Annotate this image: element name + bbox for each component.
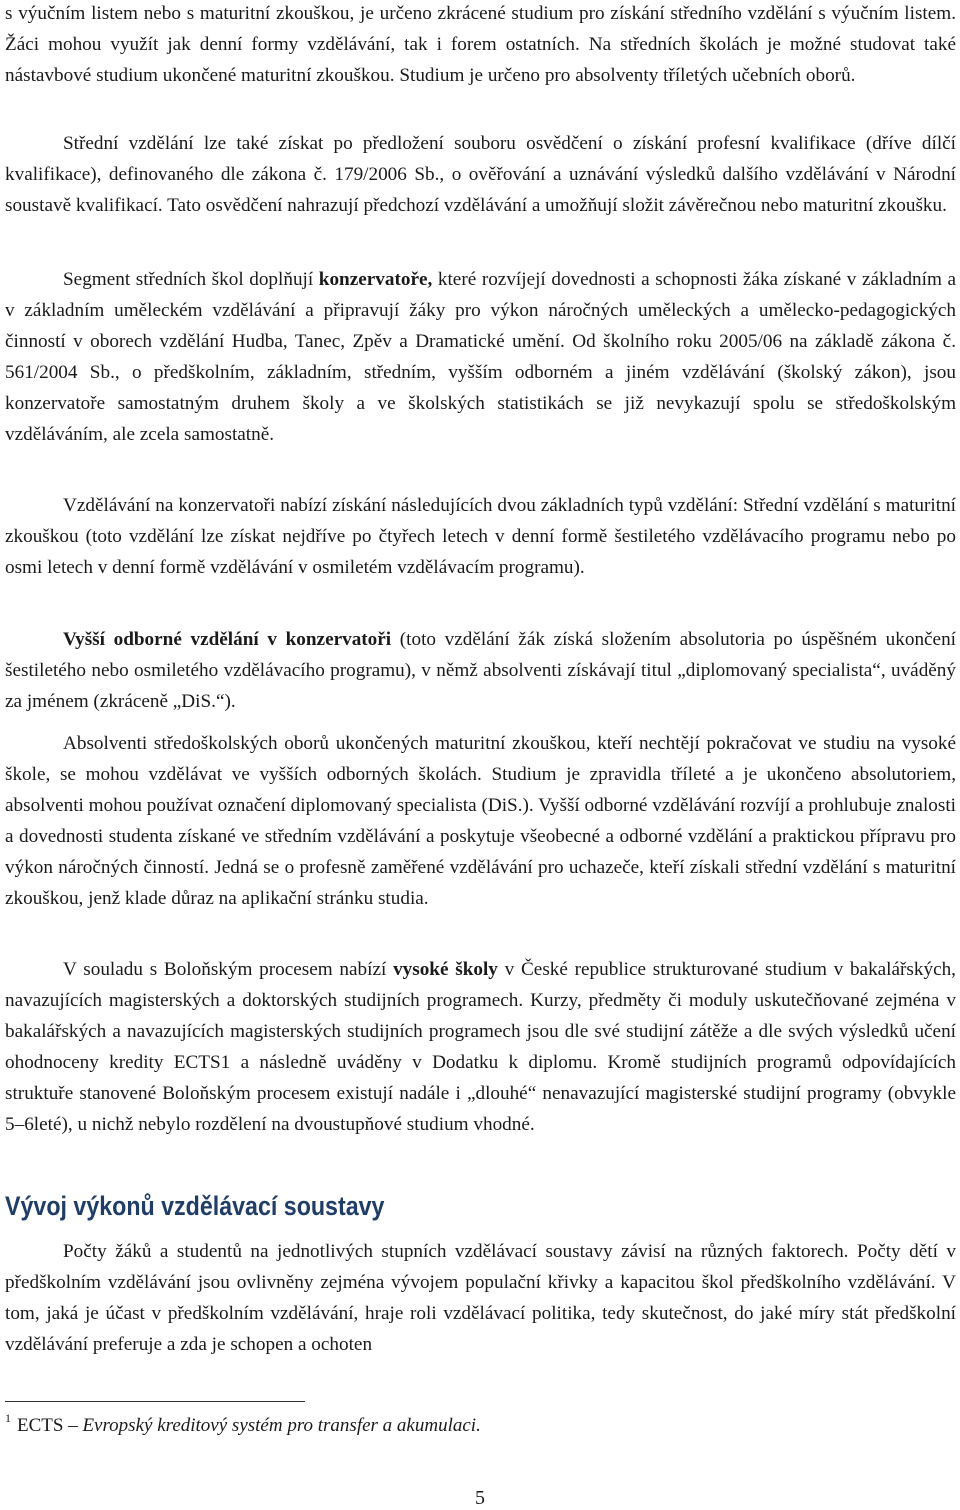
paragraph-conservatory-education: Vzdělávání na konzervatoři nabízí získání následujících dvou základních typů vzdělání: Střední vzdělání s maturitní zkouškou (toto vzdělání lze získat nejdříve po čtyřech letech v denní formě šestiletého vzdělávacího programu nebo po osmi letech v denní formě vzdělávání v osmiletém vzdělávacím programu). [5,495,956,578]
text-run: (toto vzdělání žák získá složením absolutoria po úspěšném ukončení šestiletého nebo osmiletého vzdělávacího programu), v němž absolventi získávají titul „diplomovaný specialista“, uváděný za jménem (zkráceně „DiS.“). [5,629,956,712]
text-run: v České republice strukturované studium v bakalářských, navazujících magisterských a doktorských studijních programech. Kurzy, předměty či moduly uskutečňované zejména v bakalářských a navazujících magisterských studijních programech jsou dle své studijní zátěže a dle svých výsledků učení ohodnoceny kredity ECTS1 a následně uváděny v Dodatku k diplomu. Kromě studijních programů odpovídajících struktuře stanovené Boloňským procesem existují nadále i „dlouhé“ nenavazující magisterské studijní programy (obvykle 5–6leté), u nichž nebylo rozdělení na dvoustupňové studium vhodné. [5,959,956,1135]
footnote [5,1412,481,1441]
footnote-term: ECTS [17,1415,64,1436]
footnote-dash: – [63,1415,83,1436]
paragraph-conservatories [5,264,956,450]
text-run: které rozvíjejí dovednosti a schopnosti žáka získané v základním a v základním uměleckém vzdělávání a připravují žáky pro výkon náročných uměleckých a umělecko-pedagogických činností v oborech vzdělání Hudba, Tanec, Zpěv a Dramatické umění. Od školního roku 2005/06 na základě zákona č. 561/2004 Sb., o předškolním, základním, středním, vyšším odborném a jiném vzdělávání (školský zákon), jsou konzervatoře samostatným druhem školy a ve školských statistikách se již nevykazují spolu se středoškolským vzděláváním, ale zcela samostatně. [5,269,956,445]
paragraph-enrolment-factors: Počty žáků a studentů na jednotlivých stupních vzdělávací soustavy závisí na různých faktorech. Počty dětí v předškolním vzdělávání jsou ovlivněny zejména vývojem populační křivky a kapacitou škol předškolního vzdělávání. V tom, jaká je účast v předškolním vzdělávání, hraje roli vzdělávací politika, tedy skutečnost, do jaké míry stát předškolní vzdělávání preferuje a zda je schopen a ochoten [5,1241,956,1355]
paragraph-universities [5,954,956,1140]
paragraph-apprenticeship-studies: s výučním listem nebo s maturitní zkouškou, je určeno zkrácené studium pro získání středního vzdělání s výučním listem. Žáci mohou využít jak denní formy vzdělávání, tak i forem ostatních. Na středních školách je možné studovat také nástavbové studium ukončené maturitní zkouškou. Studium je určeno pro absolventy tříletých učebních oborů. [5,3,956,86]
paragraph-higher-vocational-conservatory [5,624,956,717]
section-heading: Vývoj výkonů vzdělávací soustavy [5,1191,385,1221]
text-run: Segment středních škol doplňují [63,269,319,290]
paragraph-professional-qualification: Střední vzdělání lze také získat po předložení souboru osvědčení o získání profesní kvalifikace (dříve dílčí kvalifikace), definovaného dle zákona č. 179/2006 Sb., o ověřování a uznávání výsledků dalšího vzdělávání v Národní soustavě kvalifikací. Tato osvědčení nahrazují předchozí vzdělávání a umožňují složit závěrečnou nebo maturitní zkoušku. [5,133,956,216]
text-run: V souladu s Boloňským procesem nabízí [63,959,394,980]
bold-term-universities: vysoké školy [393,959,498,980]
footnote-definition: Evropský kreditový systém pro transfer a akumulaci. [82,1415,481,1436]
footnote-divider [5,1401,305,1402]
page-number: 5 [475,1487,485,1509]
paragraph-higher-vocational-schools: Absolventi středoškolských oborů ukončených maturitní zkouškou, kteří nechtějí pokračovat ve studiu na vysoké škole, se mohou vzdělávat ve vyšších odborných školách. Studium je zpravidla tříleté a je ukončeno absolutoriem, absolventi mohou používat označení diplomovaný specialista (DiS.). Vyšší odborné vzdělávání rozvíjí a prohlubuje znalosti a dovednosti studenta získané ve středním vzdělávání a poskytuje všeobecné a odborné vzdělání a praktickou přípravu pro výkon náročných činností. Jedná se o profesně zaměřené vzdělávání pro uchazeče, kteří získali střední vzdělání s maturitní zkouškou, jenž klade důraz na aplikační stránku studia. [5,733,956,909]
footnote-marker: 1 [5,1411,11,1425]
bold-term-conservatories: konzervatoře, [318,269,433,290]
bold-term-higher-vocational: Vyšší odborné vzdělání v konzervatoři [63,629,392,650]
